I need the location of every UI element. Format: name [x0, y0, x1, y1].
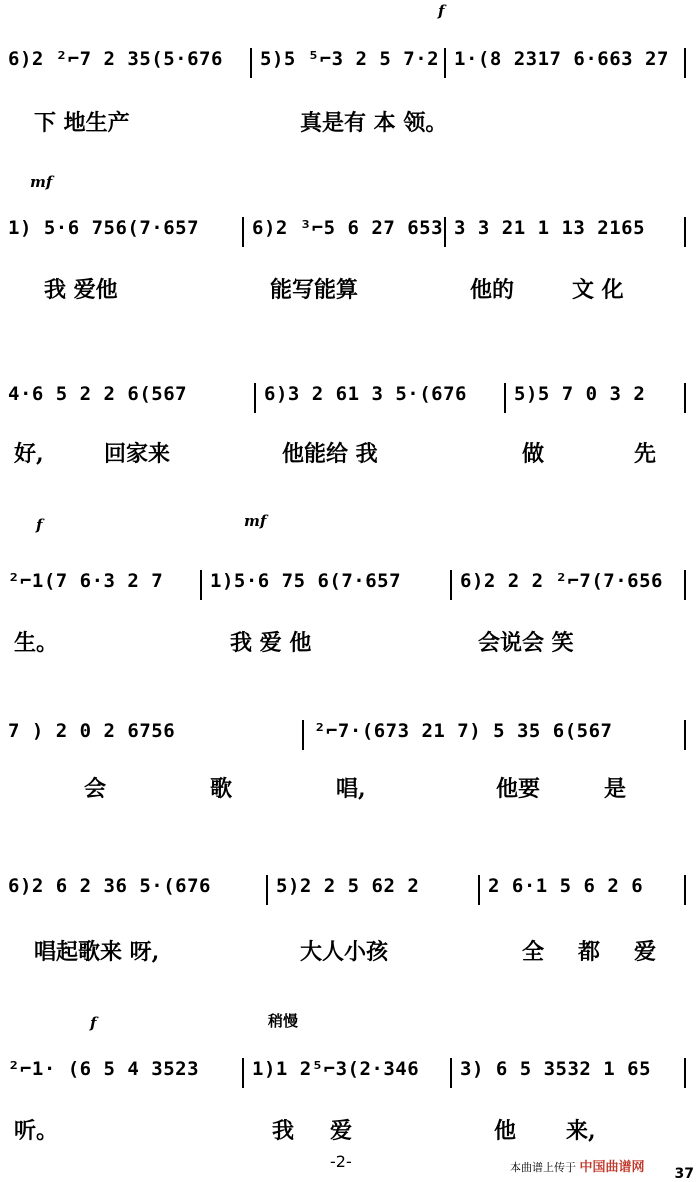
measure: 7 ) 2 0 2 6756 — [8, 720, 176, 742]
measure: 5)5 7 0 3 2 — [514, 383, 646, 405]
lyric: 我 爱他 — [44, 277, 118, 303]
lyric: 都 — [578, 939, 601, 965]
lyric: 我 — [272, 1118, 295, 1144]
measure: 2 6·1 5 6 2 6 — [488, 875, 644, 897]
lyric: 下 地生产 — [34, 110, 130, 136]
lyric: 会说会 笑 — [478, 630, 574, 656]
lyric: 唱起歌来 呀, — [34, 939, 160, 965]
measure: 1)1 2⁵⌐3(2·346 — [252, 1058, 420, 1080]
lyric: 大人小孩 — [300, 939, 389, 965]
barline — [684, 720, 686, 750]
barline — [444, 48, 446, 78]
dynamic-mark: f — [438, 2, 445, 20]
barline — [504, 383, 506, 413]
barline — [266, 875, 268, 905]
barline — [250, 48, 252, 78]
barline — [684, 1058, 686, 1088]
measure: 1) 5·6 756(7·657 — [8, 217, 200, 239]
sheet-number: 37 — [674, 1166, 694, 1182]
lyric: 爱 — [330, 1118, 353, 1144]
dynamic-mark: f — [90, 1014, 97, 1032]
measure: 1)5·6 75 6(7·657 — [210, 570, 402, 592]
source-credit — [510, 1156, 645, 1175]
measure: 1·(8 2317 6·663 27 — [454, 48, 669, 70]
lyric: 歌 — [210, 776, 233, 802]
notation-line — [8, 875, 692, 905]
measure: 4·6 5 2 2 6(567 — [8, 383, 188, 405]
notation-line — [8, 383, 692, 413]
lyrics-line — [0, 437, 700, 473]
lyrics-line — [0, 273, 700, 309]
notation-line — [8, 1058, 692, 1088]
lyric: 好, — [14, 441, 44, 467]
measure: ²⌐1· (6 5 4 3523 — [8, 1058, 200, 1080]
lyric: 他要 — [496, 776, 541, 802]
lyric: 他的 — [470, 277, 515, 303]
measure: 6)3 2 61 3 5·(676 — [264, 383, 467, 405]
measure: 6)2 ³⌐5 6 27 653 — [252, 217, 444, 239]
barline — [444, 217, 446, 247]
measure: 5)5 ⁵⌐3 2 5 7·2 — [260, 48, 440, 70]
measure: ²⌐1(7 6·3 2 7 — [8, 570, 164, 592]
measure: 6)2 2 2 ²⌐7(7·656 — [460, 570, 663, 592]
lyrics-line — [0, 106, 700, 142]
notation-line — [8, 570, 692, 600]
notation-line — [8, 720, 692, 750]
site-logo-text: 中国曲谱网 — [579, 1160, 645, 1175]
lyric: 能写能算 — [270, 277, 359, 303]
tempo-mark: 稍慢 — [268, 1012, 299, 1030]
barline — [684, 217, 686, 247]
lyrics-line — [0, 1114, 700, 1150]
barline — [684, 383, 686, 413]
measure: 6)2 ²⌐7 2 35(5·676 — [8, 48, 223, 70]
lyric: 文 化 — [572, 277, 624, 303]
lyrics-line — [0, 626, 700, 662]
lyric: 回家来 — [104, 441, 171, 467]
lyrics-line — [0, 772, 700, 808]
barline — [242, 1058, 244, 1088]
lyric: 爱 — [634, 939, 657, 965]
measure: 3 3 21 1 13 2165 — [454, 217, 646, 239]
lyric: 会 — [84, 776, 107, 802]
lyrics-line — [0, 935, 700, 971]
barline — [200, 570, 202, 600]
notation-line — [8, 217, 692, 247]
lyric: 先 — [634, 441, 657, 467]
lyric: 他 — [494, 1118, 517, 1144]
barline — [450, 570, 452, 600]
notation-line — [8, 48, 692, 78]
barline — [684, 875, 686, 905]
lyric: 是 — [604, 776, 627, 802]
lyric: 听。 — [14, 1118, 59, 1144]
lyric: 真是有 本 领。 — [300, 110, 448, 136]
lyric: 他能给 我 — [282, 441, 378, 467]
lyric: 来, — [566, 1118, 596, 1144]
barline — [302, 720, 304, 750]
lyric: 做 — [522, 441, 545, 467]
uploaded-label: 本曲谱上传于 — [510, 1161, 576, 1174]
barline — [684, 570, 686, 600]
measure: 3) 6 5 3532 1 65 — [460, 1058, 652, 1080]
barline — [254, 383, 256, 413]
dynamic-mark: mf — [30, 173, 53, 191]
barline — [242, 217, 244, 247]
lyric: 唱, — [336, 776, 366, 802]
measure: ²⌐7·(673 21 7) 5 35 6(567 — [314, 720, 613, 742]
lyric: 生。 — [14, 630, 59, 656]
barline — [684, 48, 686, 78]
dynamic-mark: mf — [244, 512, 267, 530]
lyric: 我 爱 他 — [230, 630, 312, 656]
lyric: 全 — [522, 939, 545, 965]
barline — [478, 875, 480, 905]
dynamic-mark: f — [36, 516, 43, 534]
measure: 6)2 6 2 36 5·(676 — [8, 875, 211, 897]
barline — [450, 1058, 452, 1088]
page-number: -2- — [330, 1152, 352, 1171]
measure: 5)2 2 5 62 2 — [276, 875, 420, 897]
